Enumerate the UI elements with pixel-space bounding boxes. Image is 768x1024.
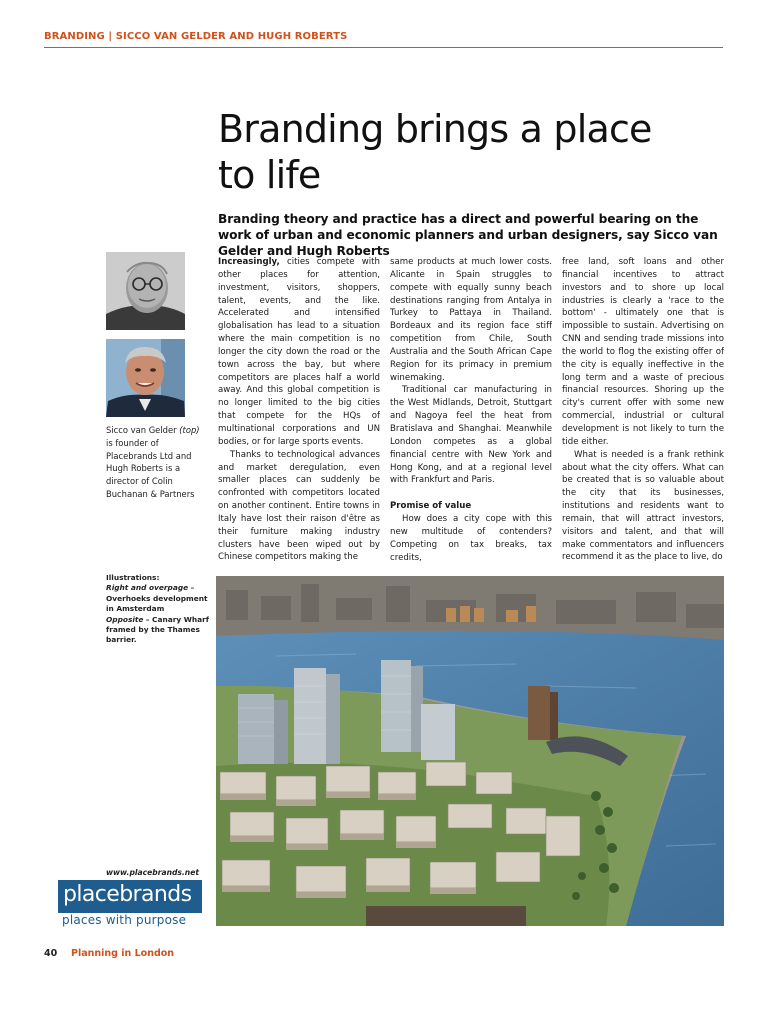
paragraph-text: cities compete with other places for attention, investment, visitors, shoppers, talent, events, and the like. Accelerated and intensified globalisation has lead to a situation where the main competition is no longer the city down the road or the town across the bay, but where competitors are places half a world away. And this global competition is no longer limited to the big cities that compete for the HQs of multinational corporations and UN bodies, or for large sports events. [218,257,380,447]
logo-tagline: places with purpose [62,913,187,927]
lead-word: Increasingly, [218,257,280,267]
illustrations-note [106,573,210,646]
paragraph: Thanks to technological advances and market deregulation, even smaller places can suddenly be confronted with competitors located on another continent. Entire towns in Italy have lost their raison d'être as their furniture making industry clusters have been wiped out by Chinese competitors making the [218,449,380,563]
article-title [218,106,723,198]
paragraph [218,256,380,449]
author-photo-top [106,252,185,330]
paragraph: What is needed is a frank rethink about what the city offers. What can be created that is so valuable about the city that its businesses, institutions and residents want to remain, that will attract investors, visitors and talent, and that will make commentators and influencers recommend it as the place to live, do [562,449,724,563]
illustrations-text-2: – Canary Wharf framed by the Thames barrier. [106,614,210,645]
magazine-name: Planning in London [71,948,175,959]
caption-position: (top) [179,425,200,435]
illustrations-label-2: Opposite [106,614,144,624]
paragraph: Traditional car manufacturing in the West Midlands, Detroit, Stuttgart and Nagoya feel the heat from Bratislava and Shanghai. Meanwhile London competes as a global financial centre with New York and Hong Kong, and at a regional level with Frankfurt and Paris. [390,385,552,486]
caption-name: Sicco van Gelder [106,425,177,435]
author-caption [106,424,206,501]
aerial-development-illustration [216,576,724,926]
title-line-1: Branding brings a place [218,107,652,151]
placebrands-logo [58,880,202,928]
body-column-1 [218,256,380,566]
illustrations-text-1: – Overhoeks development in Amsterdam [106,583,208,614]
header-rule [44,47,723,48]
author-photo-bottom [106,339,185,417]
website-url: www.placebrands.net [106,868,199,877]
paragraph: same products at much lower costs. Alicante in Spain struggles to compete with equally sunny beach destinations ranging from Antalya in Turkey to Pattaya in Thailand. Bordeaux and its region face stiff competition from Chile, South Australia and the South African Cape Region for its primacy in premium winemaking. [390,257,552,383]
illustrations-label-1: Right and overpage [106,583,189,593]
logo-name: placebrands [63,882,192,907]
body-column-2 [390,256,552,566]
paragraph: How does a city cope with this new multitude of contenders? Competing on tax breaks, tax credits, [390,514,552,563]
title-line-2: to life [218,153,321,197]
standfirst: Branding theory and practice has a direct and powerful bearing on the work of urban and economic planners and urban designers, say Sicco van Gelder and Hugh Roberts [218,212,718,258]
logo-box [58,880,202,913]
running-header: BRANDING | SICCO VAN GELDER AND HUGH ROBERTS [44,31,348,42]
illustrations-heading: Illustrations: [106,573,160,582]
subheading: Promise of value [390,501,472,512]
body-column-3 [562,256,724,566]
paragraph: free land, soft loans and other financial incentives to attract investors and to shore up local industries is clearly a 'race to the bottom' - ultimately one that is impossible to sustain. Advertising on CNN and sending trade missions into the world to flog the existing offer of the city is equally ineffective in the long term and a waste of precious financial resources. Shoring up the city's current offer with some new commercial, industrial or cultural development is not likely to turn the tide either. [562,257,724,447]
caption-text: is founder of Placebrands Ltd and Hugh Roberts is a director of Colin Buchanan & Partners [106,437,195,499]
page-number: 40 [44,948,58,959]
